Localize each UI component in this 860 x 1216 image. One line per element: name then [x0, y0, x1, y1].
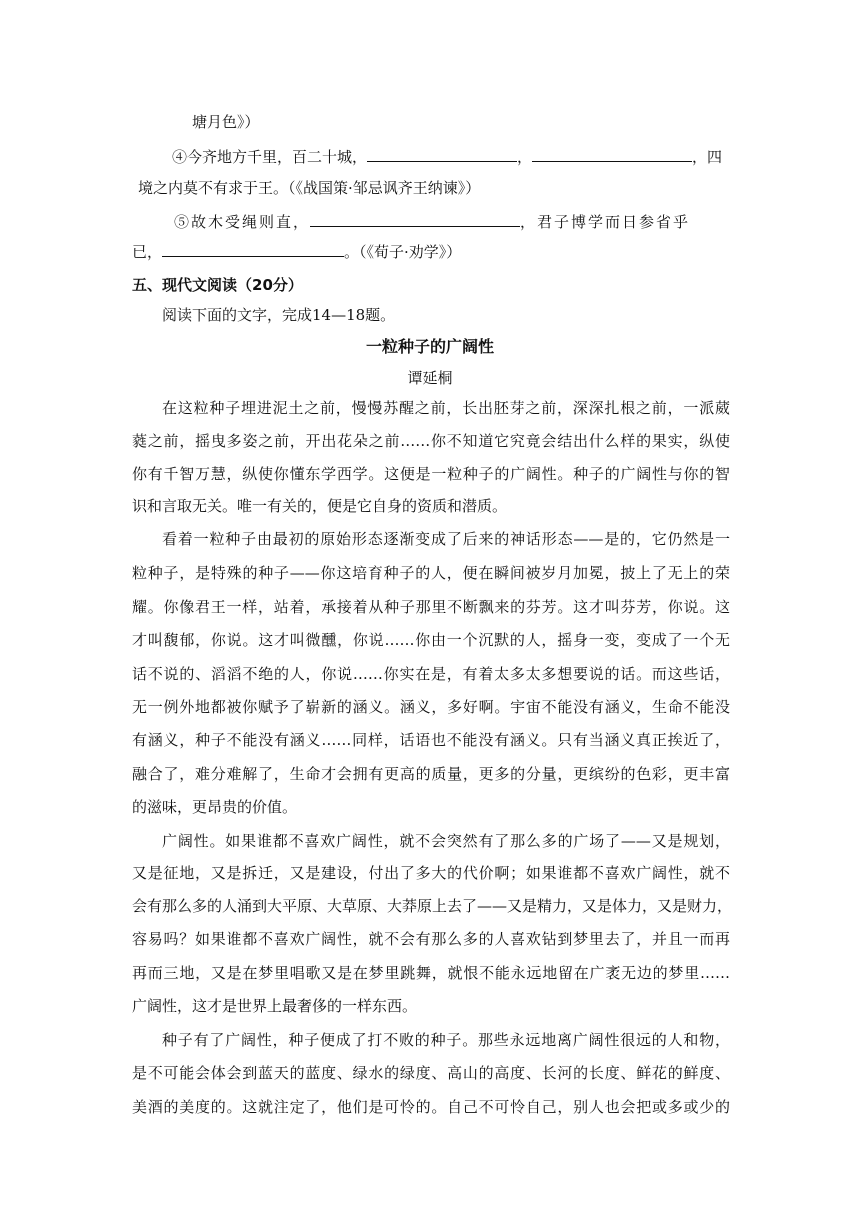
article-line: 识和言取无关。唯一有关的，便是它自身的资质和潜质。	[132, 497, 508, 515]
article-line: 看着一粒种子由最初的原始形态逐渐变成了后来的神话形态——是的，它仍然是一	[162, 530, 730, 548]
section-instruction: 阅读下面的文字，完成14—18题。	[162, 306, 396, 324]
answer-blank[interactable]	[367, 147, 517, 162]
article-line: 容易吗？如果谁都不喜欢广阔性，就不会有那么多的人喜欢钻到梦里去了，并且一而再	[132, 930, 730, 948]
poem-line-4	[174, 212, 690, 232]
article-line: 蕤之前，摇曳多姿之前，开出花朵之前……你不知道它究竟会结出什么样的果实，纵使	[132, 432, 730, 450]
poem-text: ④今齐地方千里，百二十城，	[172, 148, 368, 166]
article-line: 融合了，难分难解了，生命才会拥有更高的质量，更多的分量，更缤纷的色彩，更丰富	[132, 765, 730, 783]
article-line: 的滋味，更昂贵的价值。	[132, 798, 298, 816]
article-line: 无一例外地都被你赋予了崭新的涵义。涵义，多好啊。宇宙不能没有涵义，生命不能没	[132, 698, 730, 716]
article-line: 是不可能会体会到蓝天的蓝度、绿水的绿度、高山的高度、长河的长度、鲜花的鲜度、	[132, 1064, 730, 1082]
article-line: 耀。你像君王一样，站着，承接着从种子那里不断飘来的芬芳。这才叫芬芳，你说。这	[132, 598, 730, 616]
article-line: 美酒的美度的。这就注定了，他们是可怜的。自己不可怜自己，别人也会把或多或少的	[132, 1098, 730, 1116]
article-line: 话不说的、滔滔不绝的人，你说……你实在是，有着太多太多想要说的话。而这些话，	[132, 665, 730, 683]
section-heading: 五、现代文阅读（20分）	[132, 276, 303, 294]
article-title: 一粒种子的广阔性	[365, 337, 494, 356]
poem-text: ，四	[692, 148, 723, 166]
poem-line-2	[172, 147, 722, 167]
poem-text: 。（《荀子·劝学》）	[344, 243, 462, 261]
article-line: 会有那么多的人涌到大平原、大草原、大莽原上去了——又是精力，又是体力，又是财力，	[132, 897, 733, 915]
poem-text: 境之内莫不有求于王。（《战国策·邹忌讽齐王纳谏》）	[138, 179, 481, 197]
article-line: 广阔性，这才是世界上最奢侈的一样东西。	[132, 997, 418, 1015]
article-line: 粒种子，是特殊的种子——你这培育种子的人，便在瞬间被岁月加冕，披上了无上的荣	[132, 564, 730, 582]
article-line: 再而三地，又是在梦里唱歌又是在梦里跳舞，就恨不能永远地留在广袤无边的梦里……	[132, 964, 730, 982]
answer-blank[interactable]	[310, 212, 520, 227]
poem-line-3	[138, 178, 480, 198]
poem-line-1	[192, 112, 260, 132]
article-line: 种子有了广阔性，种子便成了打不败的种子。那些永远地离广阔性很远的人和物，	[162, 1031, 730, 1049]
article-line: 你有千智万慧，纵使你懂东学西学。这便是一粒种子的广阔性。种子的广阔性与你的智	[132, 465, 730, 483]
article-line: 才叫馥郁，你说。这才叫微醺，你说……你由一个沉默的人，摇身一变，变成了一个无	[132, 631, 730, 649]
poem-text: 塘月色》）	[192, 113, 260, 131]
article-line: 在这粒种子埋进泥土之前，慢慢苏醒之前，长出胚芽之前，深深扎根之前，一派葳	[162, 399, 730, 417]
article-line: 有涵义，种子不能没有涵义……同样，话语也不能没有涵义。只有当涵义真正挨近了，	[132, 731, 730, 749]
article-line: 又是征地，又是拆迁，又是建设，付出了多大的代价啊；如果谁都不喜欢广阔性，就不	[132, 864, 730, 882]
poem-text: 已，	[132, 243, 163, 261]
poem-text: ，君子博学而日参省乎	[520, 213, 691, 231]
answer-blank[interactable]	[532, 147, 692, 162]
poem-text: ⑤故木受绳则直，	[174, 213, 311, 231]
article-author: 谭延桐	[407, 369, 453, 387]
answer-blank[interactable]	[162, 242, 344, 257]
article-line: 广阔性。如果谁都不喜欢广阔性，就不会突然有了那么多的广场了——又是规划，	[162, 832, 730, 850]
poem-text: ，	[517, 148, 533, 166]
poem-line-5	[132, 242, 461, 262]
